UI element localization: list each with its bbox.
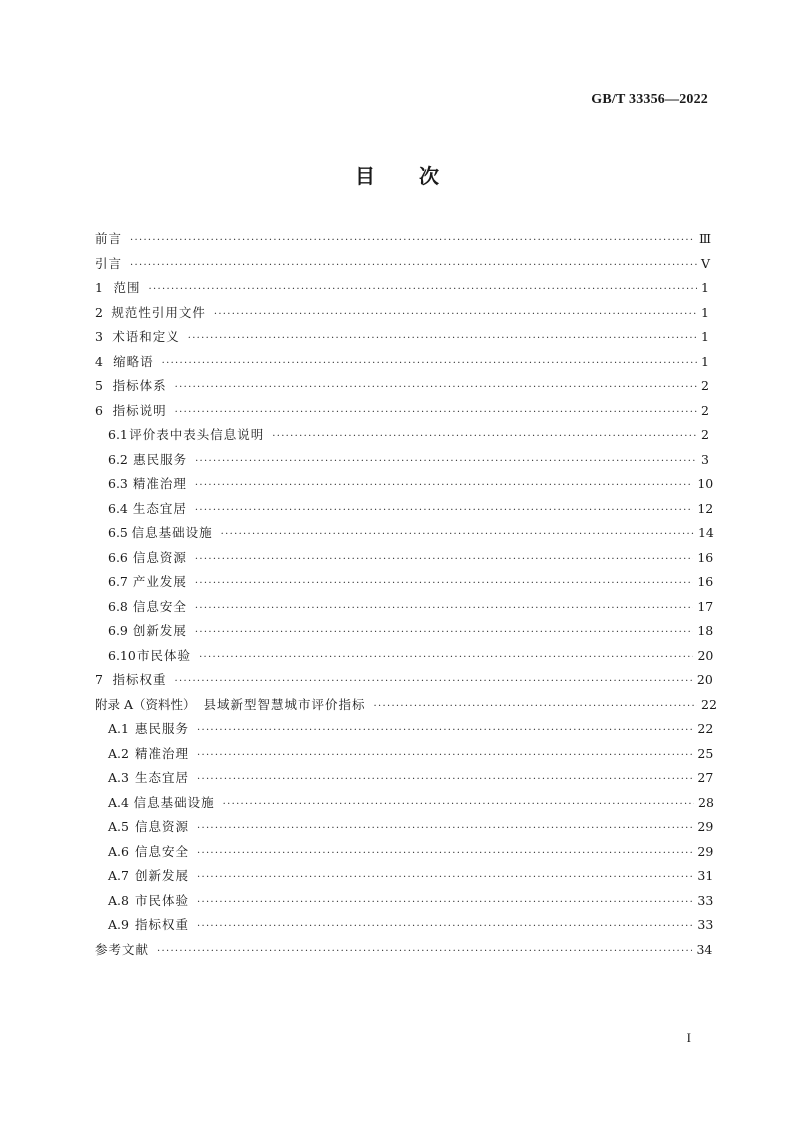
toc-entry-number: A.3 bbox=[108, 770, 129, 785]
page-title-char-1: 目 bbox=[355, 164, 375, 188]
toc-entry-page: 22 bbox=[701, 696, 717, 712]
toc-entry-number: A.7 bbox=[108, 868, 129, 883]
toc-dot-leader bbox=[195, 572, 693, 597]
toc-dot-leader bbox=[197, 719, 693, 744]
toc-entry-number: A.9 bbox=[108, 917, 129, 932]
toc-entry-page: 31 bbox=[697, 868, 714, 883]
toc-entry[interactable] bbox=[95, 791, 714, 816]
toc-entry-label: 指标说明 bbox=[112, 402, 167, 418]
toc-entry-label: 创新发展 bbox=[132, 623, 187, 638]
toc-entry-page: 22 bbox=[697, 721, 714, 736]
toc-entry[interactable] bbox=[95, 325, 709, 350]
toc-entry-page: 14 bbox=[697, 525, 714, 540]
toc-entry-number: 5 bbox=[95, 378, 103, 393]
toc-entry-label: 市民体验 bbox=[134, 892, 189, 908]
toc-entry-page: Ⅲ bbox=[698, 231, 712, 246]
toc-entry-label: 创新发展 bbox=[134, 868, 189, 883]
toc-entry-label: 引言 bbox=[95, 255, 123, 271]
toc-entry-number: 附录 A（资料性） bbox=[95, 696, 196, 712]
toc-entry-number: A.8 bbox=[108, 892, 129, 908]
toc-entry-label: 信息安全 bbox=[134, 843, 189, 859]
toc-entry-page: 34 bbox=[696, 941, 713, 957]
toc-dot-leader bbox=[197, 744, 693, 769]
toc-entry-page: 20 bbox=[697, 647, 714, 663]
toc-entry[interactable] bbox=[95, 864, 714, 889]
toc-entry-label: 指标体系 bbox=[112, 378, 167, 393]
toc-entry[interactable] bbox=[95, 815, 714, 840]
toc-entry[interactable] bbox=[95, 717, 714, 742]
toc-dot-leader bbox=[195, 548, 693, 573]
toc-dot-leader bbox=[197, 842, 693, 867]
toc-entry-label: 市民体验 bbox=[137, 647, 192, 663]
toc-entry-label: 产业发展 bbox=[132, 574, 187, 589]
toc-entry-label: 精准治理 bbox=[132, 476, 187, 491]
toc-dot-leader bbox=[272, 425, 697, 450]
toc-entry-page: 16 bbox=[697, 549, 714, 565]
toc-dot-leader bbox=[197, 768, 693, 793]
toc-entry-page: Ⅴ bbox=[701, 255, 711, 271]
toc-entry[interactable] bbox=[95, 301, 709, 326]
toc-dot-leader bbox=[175, 376, 697, 401]
toc-entry-page: 33 bbox=[697, 917, 714, 932]
page-title-char-2: 次 bbox=[419, 164, 439, 188]
toc-entry[interactable] bbox=[95, 276, 709, 301]
toc-entry-number: 6.6 bbox=[108, 549, 128, 565]
toc-entry-label: 指标权重 bbox=[112, 672, 167, 687]
toc-entry-number: 6.10 bbox=[108, 647, 136, 663]
toc-entry-number: 6.2 bbox=[108, 451, 128, 467]
toc-entry-label: 评价表中表头信息说明 bbox=[129, 427, 265, 442]
toc-entry-number: 6.8 bbox=[108, 598, 128, 614]
toc-dot-leader bbox=[214, 303, 697, 328]
toc-entry-page: 2 bbox=[701, 427, 709, 442]
toc-dot-leader bbox=[221, 523, 694, 548]
toc-entry[interactable] bbox=[95, 644, 714, 669]
standard-code: GB/T 33356—2022 bbox=[591, 92, 708, 107]
toc-entry-label: 生态宜居 bbox=[132, 500, 187, 516]
toc-entry[interactable] bbox=[95, 619, 714, 644]
toc-entry-label: 前言 bbox=[95, 231, 123, 246]
toc-entry-label: 信息安全 bbox=[132, 598, 187, 614]
toc-entry-page: 29 bbox=[697, 819, 714, 834]
toc-entry[interactable] bbox=[95, 693, 717, 718]
toc-dot-leader bbox=[195, 450, 697, 475]
toc-entry-label: 县域新型智慧城市评价指标 bbox=[203, 696, 366, 712]
toc-dot-leader bbox=[195, 474, 693, 499]
toc-entry-label: 范围 bbox=[113, 280, 141, 295]
toc-entry-page: 1 bbox=[701, 329, 709, 344]
toc-entry-label: 规范性引用文件 bbox=[111, 304, 206, 320]
toc-entry[interactable] bbox=[95, 472, 714, 497]
toc-dot-leader bbox=[188, 327, 697, 352]
toc-dot-leader bbox=[195, 621, 693, 646]
toc-dot-leader bbox=[195, 499, 693, 524]
toc-entry-number: 6.7 bbox=[108, 574, 128, 589]
toc-entry-number: 6.5 bbox=[108, 525, 128, 540]
toc-entry-page: 1 bbox=[701, 280, 709, 295]
toc-entry-page: 17 bbox=[697, 598, 714, 614]
table-of-contents bbox=[95, 227, 717, 962]
toc-dot-leader bbox=[149, 278, 697, 303]
toc-dot-leader bbox=[162, 352, 697, 377]
toc-entry[interactable] bbox=[95, 840, 714, 865]
toc-entry-number: 6.9 bbox=[108, 623, 128, 638]
page-title bbox=[0, 160, 794, 189]
toc-entry-label: 惠民服务 bbox=[133, 451, 188, 467]
toc-entry-page: 25 bbox=[697, 745, 714, 761]
toc-entry-label: 信息资源 bbox=[134, 819, 189, 834]
toc-entry-label: 惠民服务 bbox=[134, 721, 189, 736]
toc-entry-number: A.5 bbox=[108, 819, 129, 834]
toc-dot-leader bbox=[374, 695, 697, 720]
toc-entry[interactable] bbox=[95, 423, 709, 448]
toc-entry-page: 27 bbox=[697, 770, 714, 785]
toc-entry-number: A.1 bbox=[108, 721, 129, 736]
toc-entry-page: 3 bbox=[701, 451, 709, 467]
toc-dot-leader bbox=[197, 891, 693, 916]
toc-entry-number: 3 bbox=[95, 329, 103, 344]
toc-dot-leader bbox=[197, 817, 693, 842]
toc-entry-label: 生态宜居 bbox=[134, 770, 189, 785]
toc-dot-leader bbox=[197, 866, 693, 891]
toc-dot-leader bbox=[175, 401, 697, 426]
toc-entry-number: 7 bbox=[95, 672, 103, 687]
toc-entry-number: 6.4 bbox=[108, 500, 128, 516]
toc-entry-label: 指标权重 bbox=[134, 917, 189, 932]
toc-entry[interactable] bbox=[95, 497, 714, 522]
toc-entry[interactable] bbox=[95, 227, 712, 252]
toc-dot-leader bbox=[175, 670, 693, 695]
toc-entry-page: 12 bbox=[697, 500, 714, 516]
toc-entry[interactable] bbox=[95, 252, 709, 277]
toc-entry[interactable] bbox=[95, 399, 709, 424]
toc-entry-number: 6.1 bbox=[108, 427, 128, 442]
toc-entry[interactable] bbox=[95, 668, 713, 693]
toc-entry-page: 10 bbox=[697, 476, 714, 491]
toc-entry-label: 信息基础设施 bbox=[131, 525, 213, 540]
toc-entry-page: 1 bbox=[701, 353, 709, 369]
toc-entry[interactable] bbox=[95, 889, 714, 914]
toc-entry-label: 术语和定义 bbox=[112, 329, 180, 344]
toc-entry-page: 28 bbox=[698, 794, 714, 810]
toc-entry[interactable] bbox=[95, 938, 713, 963]
toc-entry[interactable] bbox=[95, 913, 714, 938]
toc-entry-page: 2 bbox=[701, 378, 709, 393]
toc-entry[interactable] bbox=[95, 448, 709, 473]
toc-dot-leader bbox=[130, 254, 697, 279]
toc-entry[interactable] bbox=[95, 546, 714, 571]
toc-entry-page: 2 bbox=[701, 402, 709, 418]
toc-entry-number: 4 bbox=[95, 353, 103, 369]
toc-entry-label: 信息资源 bbox=[132, 549, 187, 565]
toc-entry[interactable] bbox=[95, 766, 714, 791]
toc-entry-page: 18 bbox=[697, 623, 714, 638]
toc-entry[interactable] bbox=[95, 570, 714, 595]
toc-entry[interactable] bbox=[95, 350, 709, 375]
toc-entry-label: 缩略语 bbox=[113, 353, 154, 369]
toc-dot-leader bbox=[195, 597, 693, 622]
toc-entry-label: 精准治理 bbox=[134, 745, 189, 761]
toc-entry-page: 1 bbox=[701, 304, 709, 320]
toc-entry-number: 6.3 bbox=[108, 476, 128, 491]
toc-entry-number: 2 bbox=[95, 304, 103, 320]
toc-entry-label: 信息基础设施 bbox=[133, 794, 215, 810]
toc-entry-page: 20 bbox=[696, 672, 713, 687]
toc-entry[interactable] bbox=[95, 521, 714, 546]
toc-dot-leader bbox=[157, 940, 692, 965]
toc-dot-leader bbox=[130, 229, 695, 254]
toc-dot-leader bbox=[223, 793, 694, 818]
toc-entry-page: 16 bbox=[697, 574, 714, 589]
toc-entry-number: 6 bbox=[95, 402, 103, 418]
toc-entry-page: 33 bbox=[697, 892, 714, 908]
toc-entry[interactable] bbox=[95, 374, 709, 399]
page-number: I bbox=[686, 1030, 691, 1045]
toc-entry[interactable] bbox=[95, 742, 714, 767]
toc-dot-leader bbox=[197, 915, 693, 940]
toc-entry-number: A.4 bbox=[108, 794, 129, 810]
toc-entry-page: 29 bbox=[697, 843, 714, 859]
toc-entry[interactable] bbox=[95, 595, 714, 620]
toc-entry-number: 1 bbox=[95, 280, 103, 295]
toc-entry-number: A.6 bbox=[108, 843, 129, 859]
toc-entry-number: A.2 bbox=[108, 745, 129, 761]
toc-entry-label: 参考文献 bbox=[95, 941, 150, 957]
toc-dot-leader bbox=[199, 646, 693, 671]
